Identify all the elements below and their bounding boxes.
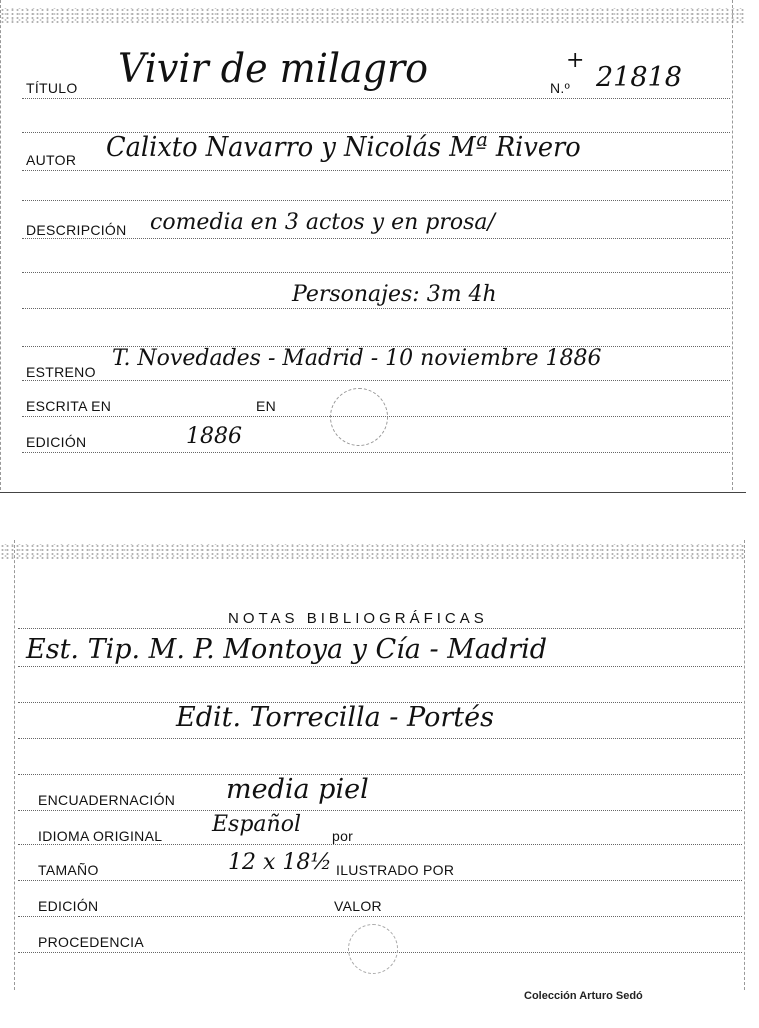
idioma-label: IDIOMA ORIGINAL	[38, 828, 163, 844]
autor-value: Calixto Navarro y Nicolás Mª Rivero	[106, 132, 581, 163]
rule-line	[22, 170, 730, 171]
catalog-card-top	[0, 0, 746, 490]
rule-line	[22, 308, 730, 309]
rule-line	[22, 98, 730, 99]
card-bottom-edge-texture	[0, 544, 746, 560]
punch-hole	[330, 388, 388, 446]
edicion-label-bottom: EDICIÓN	[38, 898, 99, 914]
personajes-value: Personajes: 3m 4h	[292, 282, 497, 307]
titulo-value: Vivir de milagro	[118, 46, 429, 92]
encuadernacion-value: media piel	[226, 774, 369, 805]
tamano-label: TAMAÑO	[38, 862, 99, 878]
idioma-value: Español	[212, 812, 301, 837]
notas-line-2: Edit. Torrecilla - Portés	[176, 702, 494, 733]
rule-line	[22, 200, 730, 201]
rule-line	[22, 272, 730, 273]
numero-mark: +	[566, 48, 585, 73]
card-left-border	[14, 540, 15, 990]
card-right-border	[744, 540, 745, 990]
autor-label: AUTOR	[26, 152, 77, 168]
rule-line	[18, 666, 742, 667]
catalog-card-bottom	[0, 540, 746, 990]
notas-heading: NOTAS BIBLIOGRÁFICAS	[228, 610, 488, 627]
rule-line	[18, 810, 742, 811]
rule-line	[22, 452, 730, 453]
rule-line	[18, 774, 742, 775]
edicion-label: EDICIÓN	[26, 434, 87, 450]
estreno-value: T. Novedades - Madrid - 10 noviembre 1886	[112, 346, 602, 371]
card-right-border	[732, 0, 733, 490]
rule-line	[18, 738, 742, 739]
procedencia-label: PROCEDENCIA	[38, 934, 144, 950]
rule-line	[22, 380, 730, 381]
card-top-edge-texture	[0, 8, 746, 24]
por-label: por	[332, 828, 354, 844]
encuadernacion-label: ENCUADERNACIÓN	[38, 792, 176, 808]
rule-line	[18, 628, 742, 629]
rule-line	[18, 844, 742, 845]
rule-line	[18, 916, 742, 917]
descripcion-label: DESCRIPCIÓN	[26, 222, 127, 238]
tamano-value: 12 x 18½	[228, 850, 332, 875]
valor-label: VALOR	[334, 898, 382, 914]
punch-hole	[348, 924, 398, 974]
descripcion-value: comedia en 3 actos y en prosa/	[150, 210, 495, 235]
collection-footer: Colección Arturo Sedó	[524, 990, 643, 1002]
numero-label: N.º	[550, 80, 571, 96]
numero-value: 21818	[596, 62, 682, 93]
notas-line-1: Est. Tip. M. P. Montoya y Cía - Madrid	[26, 634, 548, 665]
estreno-label: ESTRENO	[26, 364, 96, 380]
edicion-value: 1886	[186, 424, 242, 449]
en-label: EN	[256, 398, 277, 414]
card-left-border	[0, 0, 1, 490]
rule-line	[22, 238, 730, 239]
escrita-en-label: ESCRITA EN	[26, 398, 112, 414]
ilustrado-label: ILUSTRADO POR	[336, 862, 455, 878]
rule-line	[18, 880, 742, 881]
titulo-label: TÍTULO	[26, 80, 78, 96]
card-divider	[0, 492, 746, 493]
